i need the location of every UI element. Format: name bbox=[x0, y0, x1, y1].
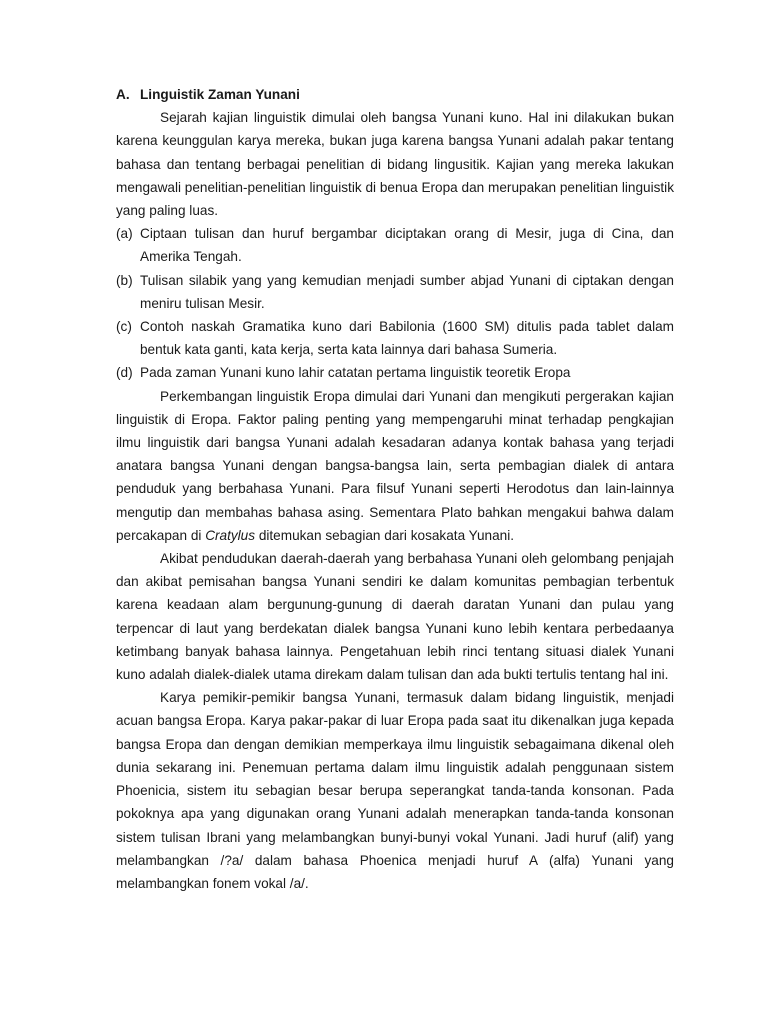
paragraph-text: ditemukan sebagian dari kosakata Yunani. bbox=[255, 527, 515, 543]
list-item-text: Ciptaan tulisan dan huruf bergambar diciptakan orang di Mesir, juga di Cina, dan Amerika Tengah. bbox=[140, 226, 674, 265]
section-heading bbox=[116, 83, 674, 106]
list-item-text: Tulisan silabik yang yang kemudian menjadi sumber abjad Yunani di ciptakan dengan meniru tulisan Mesir. bbox=[140, 272, 674, 311]
list-marker: (d) bbox=[116, 365, 133, 381]
list-item bbox=[116, 361, 674, 384]
list-item-text: Pada zaman Yunani kuno lahir catatan pertama linguistik teoretik Eropa bbox=[140, 365, 571, 381]
paragraph-text: Perkembangan linguistik Eropa dimulai dari Yunani dan mengikuti pergerakan kajian linguistik di Eropa. Faktor paling penting yang mempengaruhi minat terhadap pengkajian ilmu linguistik dari bangsa Yunani adalah kesadaran adanya kontak bahasa yang terjadi anatara bangsa Yunani dengan bangsa-bangsa lain, serta pembagian dialek di antara penduduk yang berbahasa Yunani. Para filsuf Yunani seperti Herodotus dan lain-lainnya mengutip dan membahas bahasa asing. Sementara Plato bahkan mengakui bahwa dalam percakapan di bbox=[116, 388, 674, 543]
section-number: A. bbox=[116, 87, 130, 102]
section-title: Linguistik Zaman Yunani bbox=[140, 87, 300, 102]
list-item-text: Contoh naskah Gramatika kuno dari Babilonia (1600 SM) ditulis pada tablet dalam bentuk kata ganti, kata kerja, serta kata lainnya dari bahasa Sumeria. bbox=[140, 319, 674, 358]
paragraph-intro: Sejarah kajian linguistik dimulai oleh bangsa Yunani kuno. Hal ini dilakukan bukan karena keunggulan karya mereka, bukan juga karena bangsa Yunani adalah pakar tentang bahasa dan tentang berbagai penelitian di bidang lingusitik. Kajian yang mereka lakukan mengawali penelitian-penelitian linguistik di benua Eropa dan merupakan penelitian linguistik yang paling luas. bbox=[116, 110, 674, 219]
document-page bbox=[116, 83, 674, 895]
list-marker: (c) bbox=[116, 319, 132, 335]
italic-term: Cratylus bbox=[205, 527, 256, 543]
list-item bbox=[116, 269, 674, 315]
paragraph-european-development bbox=[116, 385, 674, 547]
paragraph-dialects: Akibat pendudukan daerah-daerah yang berbahasa Yunani oleh gelombang penjajah dan akibat pemisahan bangsa Yunani sendiri ke dalam komunitas pembagian terbentuk karena keadaan alam bergunung-gunung di daerah daratan Yunani dan pulau yang terpencar di laut yang berdekatan dialek bangsa Yunani kuno lebih kentara perbedaanya ketimbang banyak bahasa lainnya. Pengetahuan lebih rinci tentang situasi dialek Yunani kuno adalah dialek-dialek utama direkam dalam tulisan dan ada bukti tertulis tentang hal ini. bbox=[116, 551, 674, 683]
paragraph-phoenician-system: Karya pemikir-pemikir bangsa Yunani, termasuk dalam bidang linguistik, menjadi acuan bangsa Eropa. Karya pakar-pakar di luar Eropa pada saat itu dikenalkan juga kepada bangsa Eropa dan dengan demikian memperkaya ilmu linguistik sebagaimana dikenal oleh dunia sekarang ini. Penemuan pertama dalam ilmu linguistik adalah penggunaan sistem Phoenicia, sistem itu sebagian besar berupa seperangkat tanda-tanda konsonan. Pada pokoknya apa yang digunakan orang Yunani adalah menerapkan tanda-tanda konsonan sistem tulisan Ibrani yang melambangkan bunyi-bunyi vokal Yunani. Jadi huruf (alif) yang melambangkan /?a/ dalam bahasa Phoenica menjadi huruf A (alfa) Yunani yang melambangkan fonem vokal /a/. bbox=[116, 690, 674, 891]
list-item bbox=[116, 222, 674, 268]
enumerated-list bbox=[116, 222, 674, 384]
list-marker: (b) bbox=[116, 272, 133, 288]
list-item bbox=[116, 315, 674, 361]
list-marker: (a) bbox=[116, 226, 133, 242]
